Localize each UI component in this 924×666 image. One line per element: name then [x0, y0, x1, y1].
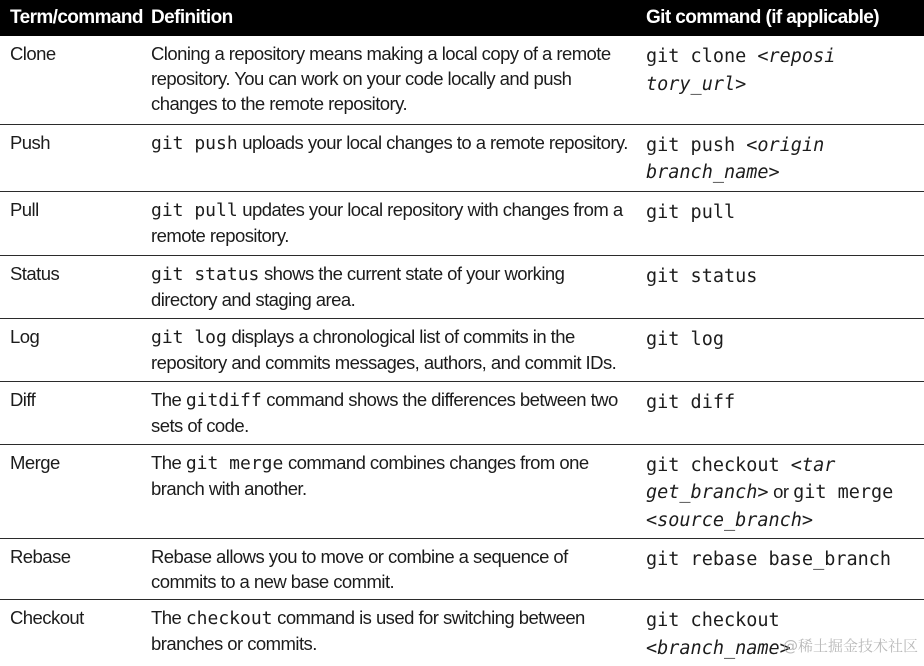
table-header	[0, 0, 924, 36]
definition-code: git log	[151, 327, 227, 348]
term-cell: Log	[0, 318, 141, 381]
definition-text: Cloning a repository means making a local copy of a remote repository. You can work on your code locally and push changes to the remote repository.	[151, 43, 611, 114]
definition-code: checkout	[186, 608, 273, 629]
definition-code: git status	[151, 264, 259, 285]
command-param: get_branch>	[646, 482, 769, 503]
definition-cell	[141, 124, 636, 191]
table-row	[0, 191, 924, 255]
watermark: @稀土掘金技术社区	[783, 635, 918, 656]
command-cell	[636, 539, 924, 600]
definition-text: Rebase allows you to move or combine a sequence of commits to a new base commit.	[151, 546, 568, 592]
command-code: git log	[646, 329, 724, 350]
table-row	[0, 444, 924, 539]
definition-text: displays a chronological list of commits in the repository and commits messages, authors, and commit IDs.	[151, 326, 616, 373]
command-cell	[636, 255, 924, 318]
term-cell: Clone	[0, 36, 141, 124]
definition-cell	[141, 539, 636, 600]
definition-text: The	[151, 607, 186, 628]
command-code: git diff	[646, 392, 735, 413]
table-body	[0, 36, 924, 666]
command-cell	[636, 191, 924, 255]
command-code: git rebase base_branch	[646, 549, 891, 570]
term-cell: Diff	[0, 381, 141, 444]
term-cell: Checkout	[0, 600, 141, 666]
command-code: git clone	[646, 46, 757, 67]
command-code: git checkout	[646, 610, 780, 631]
header-row	[0, 0, 924, 36]
definition-cell	[141, 600, 636, 666]
definition-code: git merge	[186, 453, 284, 474]
command-param: <branch_name>	[646, 638, 791, 659]
definition-text: shows the current state of your working directory and staging area.	[151, 263, 564, 310]
term-cell: Push	[0, 124, 141, 191]
command-code: git merge	[793, 482, 893, 503]
table-row	[0, 124, 924, 191]
header-git-command: Git command (if applicable)	[636, 0, 924, 36]
term-cell: Merge	[0, 444, 141, 539]
definition-cell	[141, 255, 636, 318]
table-row	[0, 539, 924, 600]
definition-cell	[141, 381, 636, 444]
definition-text: The	[151, 452, 186, 473]
command-code: git push	[646, 135, 746, 156]
term-cell: Status	[0, 255, 141, 318]
table-row	[0, 381, 924, 444]
command-param: <tar	[791, 455, 836, 476]
definition-code: gitdiff	[186, 390, 262, 411]
command-param: branch_name>	[646, 162, 780, 183]
command-code: git pull	[646, 202, 735, 223]
command-cell	[636, 600, 924, 666]
definition-cell	[141, 191, 636, 255]
header-term: Term/command	[0, 0, 141, 36]
command-param: <source_branch>	[646, 510, 813, 531]
definition-cell	[141, 36, 636, 124]
definition-code: git pull	[151, 200, 238, 221]
table-row	[0, 255, 924, 318]
definition-text: command shows the differences between two sets of code.	[151, 389, 618, 436]
command-code: git status	[646, 266, 757, 287]
command-cell	[636, 36, 924, 124]
definition-text: command combines changes from one branch with another.	[151, 452, 589, 499]
table-row	[0, 318, 924, 381]
command-cell	[636, 124, 924, 191]
table-row	[0, 36, 924, 124]
command-param: <origin	[746, 135, 824, 156]
definition-code: git push	[151, 133, 238, 154]
definition-text: The	[151, 389, 186, 410]
term-cell: Pull	[0, 191, 141, 255]
definition-text: command is used for switching between branches or commits.	[151, 607, 585, 654]
command-cell	[636, 444, 924, 539]
definition-cell	[141, 444, 636, 539]
command-cell	[636, 381, 924, 444]
command-param: tory_url>	[646, 74, 746, 95]
command-code: git checkout	[646, 455, 791, 476]
table-row	[0, 600, 924, 666]
command-cell	[636, 318, 924, 381]
definition-text: updates your local repository with changes from a remote repository.	[151, 199, 623, 246]
definition-cell	[141, 318, 636, 381]
header-definition: Definition	[141, 0, 636, 36]
definition-text: uploads your local changes to a remote repository.	[238, 132, 628, 153]
command-param: <reposi	[757, 46, 835, 67]
term-cell: Rebase	[0, 539, 141, 600]
command-text: or	[769, 481, 794, 502]
